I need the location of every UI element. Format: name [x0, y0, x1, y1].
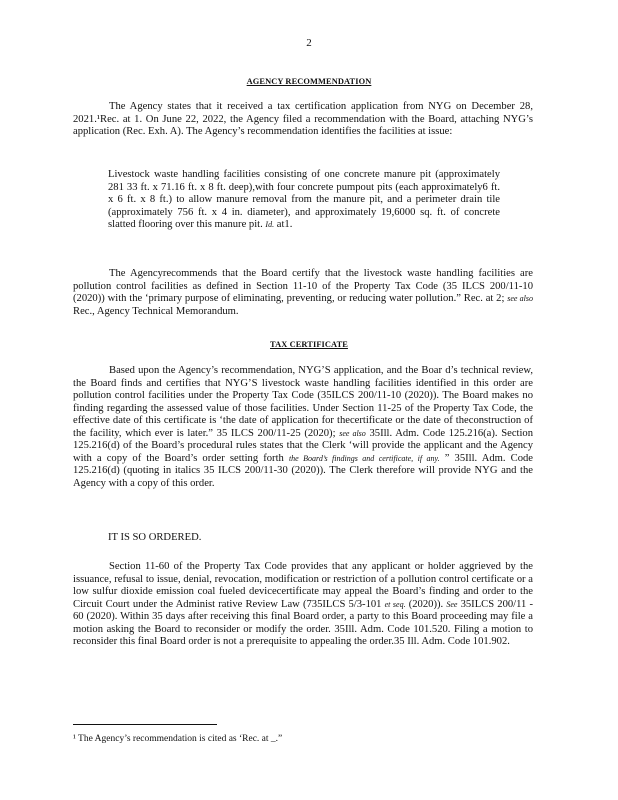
para-text: 35ILCS 200/11 - 60 (2020). Within 35 days after receiving this final Board order, a party to this Board proceeding may file a motion asking the Board to reconsider or modify the order. 35Ill. Adm. Code 101.520. Filing a motion to reconsider this final Board order is not a prerequisite to appealing the order.35 Ill. Adm. Code 101.902. [73, 598, 533, 647]
paragraph-agency-receipt: The Agency states that it received a tax certification application from NYG on December 28, 2021.¹Rec. at 1. On June 22, 2022, the Agency filed a recommendation with the Board, attaching NYG’s application (Rec. Exh. A). The Agency’s recommendation identifies the facilities at issue: [73, 101, 533, 137]
heading-text: AGENCY RECOMMENDATION [246, 77, 372, 86]
id-citation: Id. [265, 220, 275, 229]
para-text: Rec., Agency Technical Memorandum. [73, 305, 239, 317]
para-text: 35Ill. Adm. Code 125.216(a). Section 125.216(d) of the Board’s procedural rules states that the Clerk ‘will provide the applicant and the Agency with a copy of the Board’s order setting forth [73, 427, 534, 464]
heading-text: TAX CERTIFICATE [270, 340, 348, 349]
see-also-signal: see also [339, 428, 366, 438]
section-heading-certificate [0, 339, 618, 352]
facility-tail: at1. [276, 219, 293, 230]
et-seq: et seq. [384, 599, 406, 609]
para-text: ” 35Ill. Adm. Code 125.216(d) (quoting in italics 35 ILCS 200/11-30 (2020)). The Clerk therefore will provide NYG and the Agency with a copy of this order. [73, 452, 533, 489]
para-text: Section 11-60 of the Property Tax Code provides that any applicant or holder aggrieved by the issuance, refusal to issue, denial, revocation, modification or restriction of a pollution control certificate or a low sulfur dioxide emission coal fueled devicecertificate may appeal the Board’s finding and order to the Circuit Court under the Administ rative Review Law (735ILCS 5/3-101 [73, 561, 533, 610]
para-text: (2020)). [408, 598, 444, 610]
section-heading-recommendation [0, 76, 618, 89]
paragraph-tax-certificate [73, 365, 533, 490]
italic-quote: the Board’s findings and certificate, if any. [288, 453, 440, 463]
page-number: 2 [306, 37, 312, 49]
see-signal: See [446, 599, 458, 609]
footnote-divider [73, 724, 217, 725]
see-also-signal: see also [507, 294, 533, 303]
paragraph-appeal-rights [73, 561, 533, 649]
para-text: The Agencyrecommends that the Board certify that the livestock waste handling facilities are pollution control facilities as defined in Section 11-10 of the Property Tax Code (35 ILCS 200/11-10 (2020)) with the ‘primary purpose of eliminating, preventing, or reducing water pollution.” Rec. at 2; [73, 268, 533, 304]
paragraph-agency-recommends [73, 268, 533, 318]
so-ordered: IT IS SO ORDERED. [108, 532, 202, 543]
facility-description-block [108, 169, 500, 232]
footnote: ¹ The Agency’s recommendation is cited as ‘Rec. at _.” [73, 734, 283, 744]
para-text: Based upon the Agency’s recommendation, NYG’S application, and the Boar d’s technical review, the Board finds and certifies that NYG’S livestock waste handling facilities identified in this order are pollution control facilities under the Property Tax Code (35ILCS 200/11-10 (2020)). The Board makes no finding regarding the assessed value of those facilities. Under Section 11-25 of the Property Tax Code, the effective date of this certificate is ‘the date of application for thecertificate or the date of theconstruction of the facility, which ever is later.” 35 ILCS 200/11-25 (2020); [73, 365, 533, 439]
facility-text: Livestock waste handling facilities consisting of one concrete manure pit (approximately 281 33 ft. x 71.16 ft. x 8 ft. deep),with four concrete pumpout pits (each approximately6 ft. x 6 ft. x 8 ft.) to allow manure removal from the manure pit, and a perimeter drain tile (approximately 756 ft. x 4 in. diameter), and approximately 19,6000 sq. ft. of concrete slatted flooring over this manure pit. [108, 169, 500, 230]
